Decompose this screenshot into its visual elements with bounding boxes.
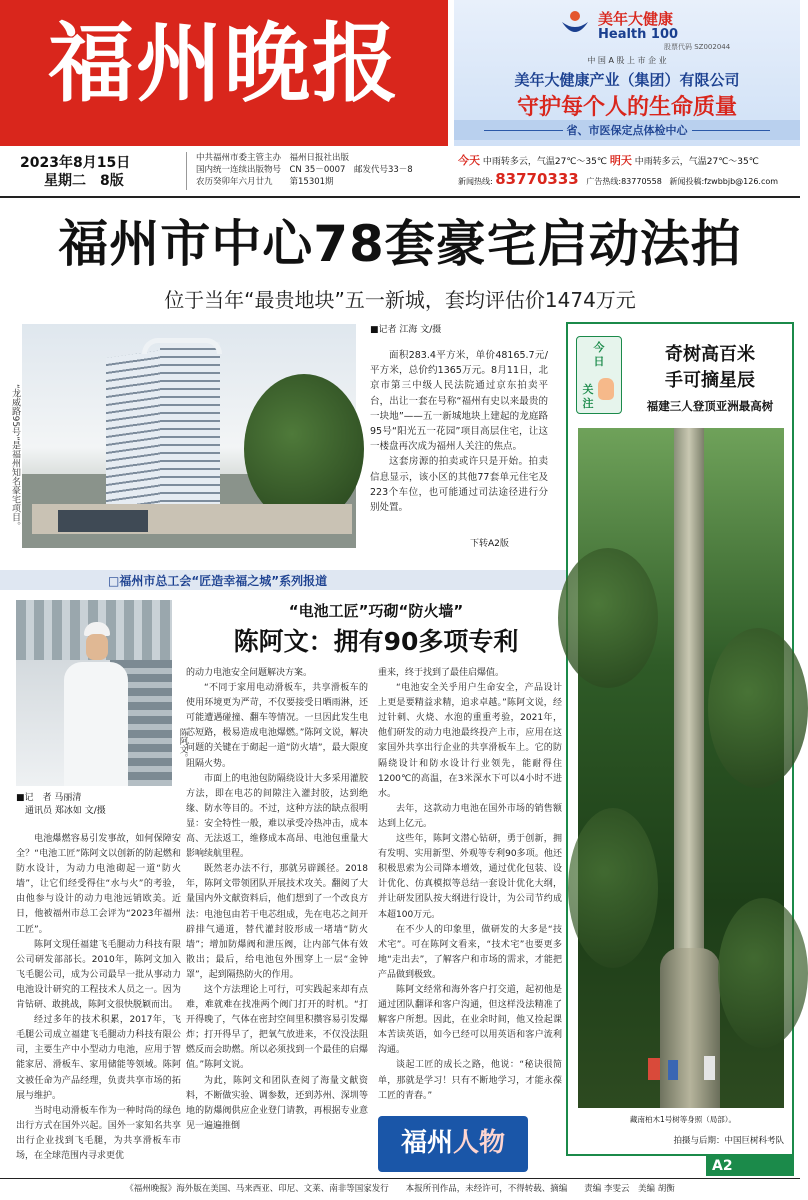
- footer-rule: [0, 1178, 800, 1179]
- article-paragraph: “电池安全关乎用户生命安全，产品设计上更是要精益求精，追求卓越。”陈阿文说，经过针刺、火烧、水泡的重重考验，2021年，他们研发的动力电池最终投产上市，应用在这家国外共享出行企业的共享滑板车上。它的防隔绕设计和防水设计行业领先，能耐得住1200℃的高温，在3米深水下可以4小时不进水。: [378, 683, 562, 799]
- badge-char: 关: [582, 383, 594, 396]
- page-number: A2: [706, 1156, 794, 1176]
- news-hotline-label: 新闻热线:: [458, 177, 493, 186]
- lead-paragraph: 这套房源的拍卖或许只是开始。拍卖信息显示，该小区的其他77套单元住宅及223个车位，也可能通过司法途径进行分别处置。: [370, 456, 548, 514]
- weather-today-label: 今天: [458, 154, 480, 167]
- feature-title-1: 奇树高百米: [665, 344, 755, 365]
- article-paragraph: 这个方法理论上可行，可实践起来却有点难，难就难在找准两个阀门打开的时机。“打开得晚了，气体在密封空间里积攒容易引发爆炸；打开得早了，把氧气放进来，不仅没法阻燃反而会助燃。所以必须找到一个最佳的启爆值。”陈阿文说。: [186, 984, 368, 1071]
- tree-photo-credit: 拍摄与后期：中国巨树科考队: [673, 1136, 784, 1146]
- hotlines: [458, 170, 778, 188]
- footer-note: 《福州晚报》海外版在美国、马来西亚、印尼、文莱、南非等国家发行 本报所刊作品，未经许可，不得转载、摘编 责编 李雯云 美编 胡衡: [125, 1184, 675, 1194]
- byline-correspondent: 通讯员 郑冰如 文/摄: [16, 806, 106, 816]
- article-paragraph: 去年，这款动力电池在国外市场的销售额达到上亿元。: [378, 803, 562, 829]
- article-paragraph: 为此，陈阿文和团队查阅了海量文献资料，不断做实验、调参数，还到苏州、深圳等地的防爆阀供应企业登门请教，再根据专业意见一遍遍推倒: [186, 1075, 368, 1131]
- header-rule: [0, 196, 800, 198]
- article-paragraph: 既然老办法不行，那就另辟蹊径。2018年，陈阿文带领团队开展技术攻关。翻阅了大量国内外文献资料后，他们想到了一个改良方法：电池包由若干电芯组成，先在电芯之间开辟排气通道，替代灌封胶形成一堵墙“防火墙”；增加防爆阀和泄压阀，让内部气体有效散出；最后，给电池包外围穿上一层“金钟罩”，起到隔热防火的作用。: [186, 864, 368, 980]
- article-paragraph: 电池爆燃容易引发事故，如何保障安全？“电池工匠”陈阿文以创新的防起燃和防水设计，为动力电池砌起一道“防火墙”，让它们经受得住“水与火”的考验，由他参与设计的动力电池远销欧美。近日，他被福州市总工会评为“2023年福州工匠”。: [16, 834, 181, 935]
- news-email[interactable]: 新闻投稿:fzwbbjb@126.com: [669, 177, 779, 186]
- article-paragraph: 市面上的电池包防隔绕设计大多采用灌胶方法，即在电芯的间隙注入灌封胶，达到绝缘、防水等目的。不过，这种方法的缺点很明显：安全特性一般，难以承受冷热冲击，成本高、无法返工，维修成本高昂、电池包重量大影响续航里程。: [186, 773, 368, 860]
- ad-bar-text: 省、市医保定点体检中心: [454, 122, 800, 138]
- article-paragraph: 的动力电池安全问题解决方案。: [186, 668, 313, 678]
- issue-date: 2023年8月15日: [20, 155, 131, 171]
- article-byline: [16, 792, 106, 818]
- lead-reporter: ■记者 江海 文/摄: [370, 325, 442, 335]
- ad-hotline: 广告热线:83770558: [586, 177, 662, 186]
- badge-char: 日: [593, 355, 605, 368]
- article-paragraph: “不同于家用电动滑板车，共享滑板车的使用环境更为严苛，不仅要接受日晒雨淋，还可能遭遇碰撞、翻车等情况。一旦因此发生电芯短路，极易造成电池爆燃。”陈阿文说，解决问题的关键在于砌起一道“防火墙”，最大限度阻隔火势。: [186, 683, 368, 769]
- article-paragraph: 当时电动滑板车作为一种时尚的绿色出行方式在国外兴起。国外一家知名共享出行企业找到飞毛腿，为共享滑板车市场，在全球范围内寻求更优: [16, 1105, 181, 1161]
- pub-line-3: 农历癸卯年六月廿九 第15301期: [196, 177, 334, 187]
- weather-tomorrow-label: 明天: [609, 154, 632, 167]
- article-paragraph: 这些年，陈阿文潜心钻研，勇于创新，拥有发明、实用新型、外观等专利90多项。他还积极思索为公司降本增效，通过优化包装、设计优化、仿真模拟等总结一套设计优化大纲，并让研发团队按大纲进行设计，为公司节约成本超100万元。: [378, 834, 562, 920]
- feature-title-2: 手可摘星辰: [665, 370, 755, 391]
- brand-logo-icon: [558, 8, 592, 42]
- continued-link[interactable]: 下转A2版: [470, 539, 509, 549]
- portrait-photo: [16, 600, 172, 786]
- article-kicker: “电池工匠”巧砌“防火墙”: [288, 602, 464, 620]
- feature-subtitle: 福建三人登顶亚洲最高树: [646, 399, 774, 413]
- column-logo-text: 福州人物: [400, 1128, 506, 1158]
- byline-reporter: ■记 者 马丽清: [16, 793, 82, 803]
- badge-char: 注: [582, 397, 594, 410]
- badge-char: 今: [593, 341, 605, 354]
- ad-health: Health 100: [598, 27, 679, 42]
- ad-company: 美年大健康产业（集团）有限公司: [514, 71, 740, 89]
- news-hotline: 83770333: [495, 170, 579, 188]
- article-paragraph: 陈阿文经常和海外客户打交道，起初他是通过团队翻译和客户沟通，但这样没法精准了解客户所想。因此，在业余时间，他又捡起课本苦读英语，如今已经可以用英语和客户流利沟通。: [378, 984, 562, 1056]
- weather-tomorrow: 中雨转多云，气温27℃～35℃: [634, 157, 759, 167]
- article-paragraph: 谈起工匠的成长之路，他说：“秘诀很简单，那就是学习！只有不断地学习，才能永葆工匠的青春。”: [378, 1060, 562, 1101]
- pub-line-1: 中共福州市委主管主办 福州日报社出版: [196, 153, 350, 163]
- weather-today: 中雨转多云，气温27℃～35℃: [482, 157, 607, 167]
- series-label: □福州市总工会“匠造幸福之城”系列报道: [108, 574, 328, 588]
- article-paragraph: 重来，终于找到了最佳启爆值。: [378, 668, 505, 678]
- article-paragraph: 经过多年的技术积累，2017年，飞毛腿公司成立福建飞毛腿动力科技有限公司，主要生产中小型动力电池，应用于智能家居、滑板车、家用储能等领域。陈阿文被任命为产品经理，负责共享市场的拓展与维护。: [16, 1015, 181, 1101]
- tree-photo-caption: 藏南柏木1号树等身照（局部）。: [629, 1115, 737, 1124]
- lead-paragraph: 面积283.4平方米，单价48165.7元/平方米，总价约1365万元。8月11日，北京市第三中级人民法院通过京东拍卖平台，出让一套在号称“福州有史以来最贵的一块地”——五一新城地块上建起的龙庭路95号“阳光五一花园”项目高层住宅，让这一楼盘再次成为福州人关注的焦点。: [370, 350, 548, 453]
- ad-listed: 中 国 A 股 上 市 企 业: [587, 56, 667, 65]
- article-column-3: [378, 666, 562, 1101]
- pub-line-2: 国内统一连续出版物号 CN 35－0007 邮发代号33－8: [196, 165, 413, 175]
- article-column-2: [186, 666, 368, 1160]
- header-ad[interactable]: [454, 0, 800, 146]
- newspaper-title: 福州晚报: [48, 13, 400, 114]
- headline-subtitle: 位于当年“最贵地块”五一新城，套均评估价1474万元: [164, 288, 636, 312]
- info-divider: [186, 152, 187, 190]
- ad-brand: 美年大健康: [598, 10, 674, 28]
- article-paragraph: 在不少人的印象里，做研发的大多是“技术宅”。可在陈阿文看来，“技术宅”也要更多地“走出去”，了解客户和市场的需求，才能把产品做到极致。: [378, 924, 562, 980]
- article-paragraph: 陈阿文现任福建飞毛腿动力科技有限公司研发部部长。2010年，陈阿文加入飞毛腿公司，成为公司最早一批从事动力电池设计研究的工程技术人员之一。因为肯钻研、敢挑战，陈阿文很快脱颖而出。: [16, 939, 181, 1011]
- pointing-hand-icon: [598, 378, 614, 400]
- lead-text: [370, 348, 548, 515]
- ad-stock-code: 股票代码 SZ002044: [664, 43, 731, 51]
- article-column-1: [16, 832, 181, 1164]
- headline: 福州市中心78套豪宅启动法拍: [58, 215, 742, 273]
- issue-weekday: 星期二 8版: [44, 173, 124, 189]
- tree-photo: [578, 428, 784, 1108]
- article-title: 陈阿文：拥有90多项专利: [233, 627, 519, 656]
- building-photo: [22, 324, 356, 548]
- ad-slogan: 守护每个人的生命质量: [516, 95, 737, 120]
- building-photo-caption: “龙威路95号”是福州知名豪宅项目。: [10, 384, 20, 531]
- weather: [458, 152, 759, 168]
- portrait-caption: 陈阿文。: [178, 728, 188, 762]
